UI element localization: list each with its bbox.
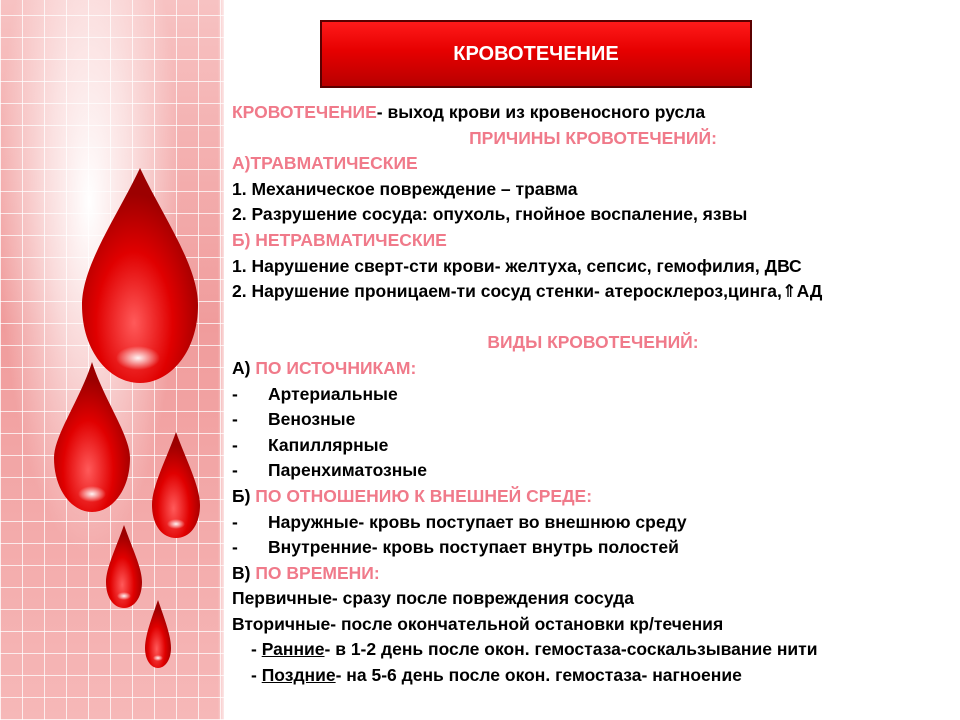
- types-heading: ВИДЫ КРОВОТЕЧЕНИЙ:: [487, 332, 699, 353]
- list-item-text: Наружные- кровь поступает во внешнюю среду: [268, 511, 687, 532]
- list-item-text: Внутренние- кровь поступает внутрь полостей: [268, 537, 679, 558]
- early-secondary: [232, 637, 954, 663]
- traumatic-label: А)ТРАВМАТИЧЕСКИЕ: [232, 153, 418, 174]
- early-dash: -: [251, 639, 262, 660]
- secondary-bleeding: Вторичные- после окончательной остановки кр/течения: [232, 613, 724, 634]
- by-environment-prefix: Б): [232, 485, 251, 506]
- traumatic-item: 2. Разрушение сосуда: опухоль, гнойное воспаление, язвы: [232, 204, 748, 225]
- list-item-text: Артериальные: [268, 383, 398, 404]
- non-traumatic-item: 1. Нарушение сверт-сти крови- желтуха, сепсис, гемофилия, ДВС: [232, 255, 802, 276]
- definition-term: КРОВОТЕЧЕНИЕ: [232, 102, 377, 122]
- non-traumatic-item: 2. Нарушение проницаем-ти сосуд стенки- атеросклероз,цинга,⇑АД: [232, 281, 823, 302]
- side-panel-edge: [218, 0, 224, 720]
- list-item: [232, 382, 954, 408]
- list-item: [232, 433, 954, 459]
- list-item-text: Венозные: [268, 409, 356, 430]
- list-item: [232, 535, 954, 561]
- definition-text: - выход крови из кровеносного русла: [376, 102, 706, 122]
- list-marker: -: [232, 460, 238, 481]
- list-item-text: Капиллярные: [268, 434, 389, 455]
- blood-drop-icon: [54, 362, 130, 512]
- by-time-prefix: В): [232, 562, 251, 583]
- list-item: [232, 510, 954, 536]
- by-source-label: ПО ИСТОЧНИКАМ:: [250, 357, 417, 378]
- list-item: [232, 458, 954, 484]
- blood-drop-icon: [145, 600, 171, 668]
- decorative-side-panel: [0, 0, 224, 720]
- late-text: - на 5-6 день после окон. гемостаза- нагноение: [335, 665, 742, 686]
- definition-line: [232, 100, 954, 126]
- list-item: [232, 407, 954, 433]
- blood-drops-illustration: [0, 0, 224, 720]
- by-environment-label: ПО ОТНОШЕНИЮ К ВНЕШНЕЙ СРЕДЕ:: [250, 485, 593, 506]
- by-environment-heading: [232, 484, 954, 510]
- by-source-heading: [232, 356, 954, 382]
- by-time-label: ПО ВРЕМЕНИ:: [250, 562, 380, 583]
- list-marker: -: [232, 409, 238, 430]
- by-time-heading: [232, 561, 954, 587]
- non-traumatic-label: Б) НЕТРАВМАТИЧЕСКИЕ: [232, 229, 447, 250]
- traumatic-item: 1. Механическое повреждение – травма: [232, 178, 578, 199]
- blood-drop-icon: [152, 432, 200, 538]
- by-source-prefix: А): [232, 357, 251, 378]
- slide-content: [232, 100, 954, 689]
- section-spacer: [232, 305, 954, 331]
- slide-title-box: [320, 20, 752, 88]
- early-text: - в 1-2 день после окон. гемостаза-соскальзывание нити: [324, 639, 818, 660]
- list-marker: -: [232, 434, 238, 455]
- late-dash: -: [251, 665, 262, 686]
- early-term: Ранние: [261, 639, 325, 660]
- list-marker: -: [232, 383, 238, 404]
- blood-drop-icon: [82, 168, 198, 383]
- late-secondary: [232, 663, 954, 689]
- primary-bleeding: Первичные- сразу после повреждения сосуда: [232, 588, 635, 609]
- list-marker: -: [232, 511, 238, 532]
- list-marker: -: [232, 537, 238, 558]
- late-term: Поздние: [261, 665, 336, 686]
- causes-heading: ПРИЧИНЫ КРОВОТЕЧЕНИЙ:: [469, 127, 717, 148]
- slide-title: КРОВОТЕЧЕНИЕ: [453, 42, 619, 65]
- blood-drop-icon: [106, 525, 142, 608]
- list-item-text: Паренхиматозные: [268, 460, 427, 481]
